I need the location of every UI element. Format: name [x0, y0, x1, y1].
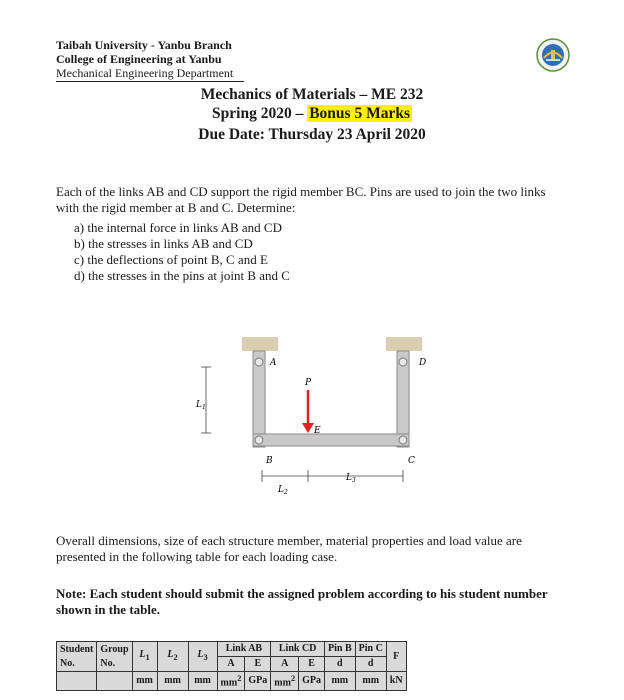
due-date: Due Date: Thursday 23 April 2020 [198, 126, 426, 143]
label-l1-letter: L [196, 400, 202, 410]
sub-cd-a: A [271, 657, 299, 672]
task-item [74, 236, 290, 252]
task-list [74, 220, 290, 284]
unit-group [97, 672, 132, 691]
label-c: C [408, 456, 415, 466]
pin-b [255, 436, 263, 444]
col-l2: $L_2$ [157, 642, 188, 672]
task-marker: b) [74, 236, 85, 251]
rigid-member-bc [253, 434, 409, 446]
label-l1 [195, 400, 206, 411]
unit-pin-c: mm [355, 672, 386, 691]
table-header-row [57, 642, 407, 657]
table-units-row [57, 672, 407, 691]
task-item [74, 220, 290, 236]
unit-cd-a: $mm^2$ [271, 672, 299, 691]
unit-l1: mm [132, 672, 157, 691]
pin-d [399, 358, 407, 366]
label-l2-sub: 2 [283, 489, 288, 496]
university-logo-icon [536, 38, 570, 72]
overall-dimensions-text: Overall dimensions, size of each structure member, material properties and load value are presented in the following table for each loading case. [56, 533, 522, 564]
sub-ab-e: E [245, 657, 271, 672]
label-l2-letter: L [278, 485, 284, 495]
header-underline [56, 81, 244, 82]
label-a: A [270, 358, 277, 368]
structure-figure [190, 335, 440, 500]
unit-f: kN [386, 672, 406, 691]
support-a [242, 337, 278, 351]
course-title: Mechanics of Materials – ME 232 [200, 86, 424, 103]
col-pin-b: Pin B [325, 642, 356, 657]
label-d: D [419, 358, 427, 368]
task-item [74, 252, 290, 268]
sub-pin-c-d: d [355, 657, 386, 672]
unit-student [57, 672, 97, 691]
unit-l3: mm [188, 672, 217, 691]
task-text: the stresses in the pins at joint B and C [88, 268, 290, 283]
unit-ab-a: $mm^2$ [217, 672, 245, 691]
submission-note: Note: Each student should submit the assigned problem according to his student number shown in the table. [56, 586, 548, 617]
col-f: F [386, 642, 406, 672]
unit-l2: mm [157, 672, 188, 691]
task-marker: c) [74, 252, 85, 267]
problem-data-table [56, 641, 407, 691]
task-marker: d) [74, 268, 85, 283]
col-pin-c: Pin C [355, 642, 386, 657]
sub-pin-b-d: d [325, 657, 356, 672]
task-text: the deflections of point B, C and E [87, 252, 268, 267]
label-l3-letter: L [346, 473, 352, 483]
support-d [386, 337, 422, 351]
department-name: Mechanical Engineering Department [56, 66, 234, 80]
semester-text: Spring 2020 – [212, 105, 304, 122]
pin-c [399, 436, 407, 444]
label-l3 [345, 473, 356, 484]
label-l2 [277, 485, 288, 496]
pin-a [255, 358, 263, 366]
task-marker: a) [74, 220, 85, 235]
task-text: the internal force in links AB and CD [87, 220, 282, 235]
unit-pin-b: mm [325, 672, 356, 691]
load-arrow-head [302, 423, 314, 433]
college-name: College of Engineering at Yanbu [56, 52, 222, 66]
label-e: E [314, 426, 321, 436]
col-l3: $L_3$ [188, 642, 217, 672]
task-text: the stresses in links AB and CD [88, 236, 253, 251]
task-item [74, 268, 290, 284]
sub-ab-a: A [217, 657, 245, 672]
label-l3-sub: 3 [351, 477, 356, 484]
col-link-ab: Link AB [217, 642, 271, 657]
sub-cd-e: E [299, 657, 325, 672]
label-b: B [266, 456, 273, 466]
col-student: Student No. [57, 642, 97, 672]
col-link-cd: Link CD [271, 642, 325, 657]
label-p: P [305, 378, 312, 388]
problem-intro: Each of the links AB and CD support the rigid member BC. Pins are used to join the two links with the rigid member at B and C. Determine: [56, 184, 546, 215]
semester-line [0, 105, 624, 123]
unit-cd-e: GPa [299, 672, 325, 691]
unit-ab-e: GPa [245, 672, 271, 691]
university-name: Taibah University - Yanbu Branch [56, 38, 232, 52]
label-l1-sub: 1 [201, 404, 206, 411]
bonus-highlight: Bonus 5 Marks [309, 105, 410, 122]
col-l1: $L_1$ [132, 642, 157, 672]
col-group: Group No. [97, 642, 132, 672]
